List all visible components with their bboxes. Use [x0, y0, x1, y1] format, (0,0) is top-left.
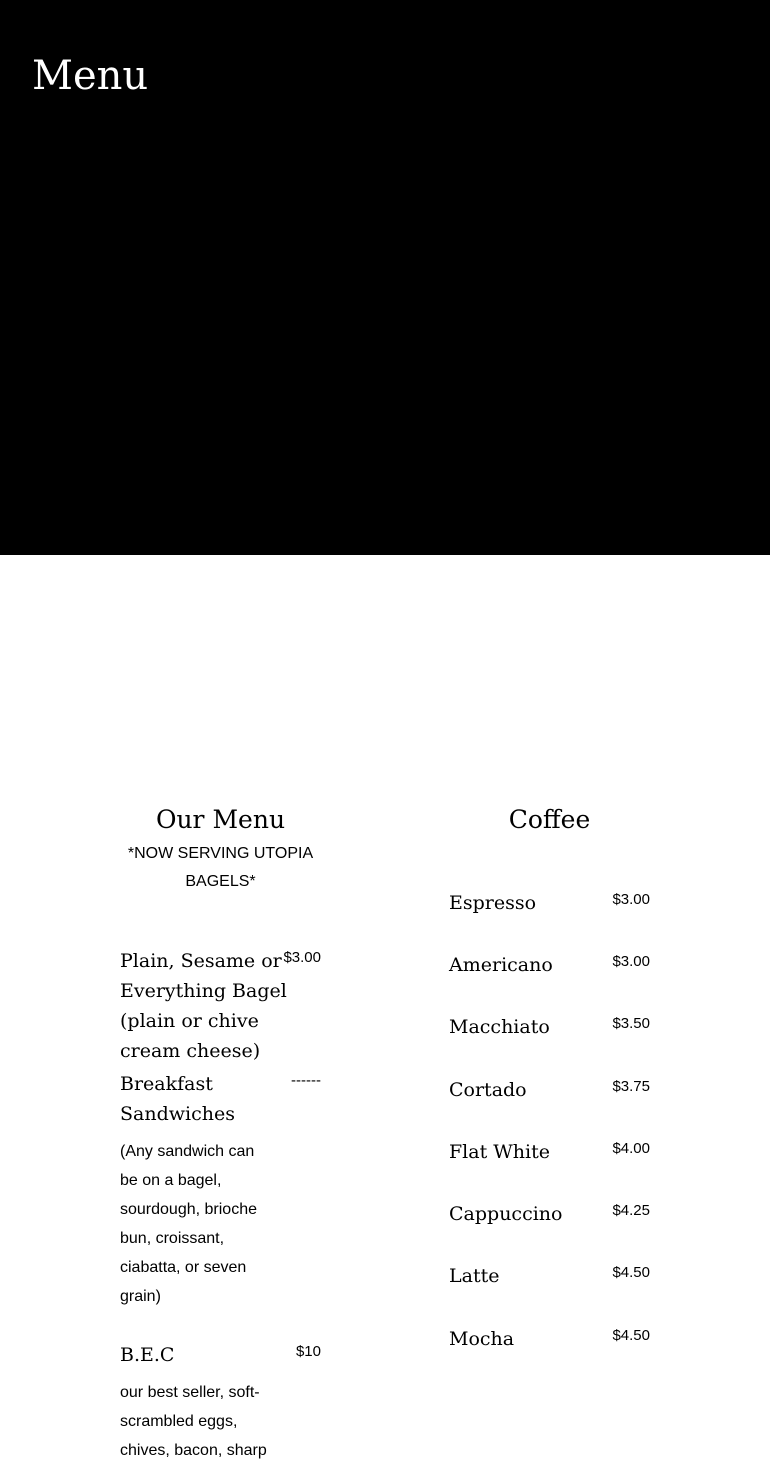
coffee-item-name: Espresso: [449, 892, 537, 914]
coffee-item-name: Macchiato: [449, 1016, 550, 1038]
coffee-item-price: $3.00: [612, 953, 650, 970]
our-menu-note: *NOW SERVING UTOPIA BAGELS*: [127, 845, 314, 890]
menu-item-description: (Any sandwich can be on a bagel, sourdough, brioche bun, croissant, ciabatta, or seven grain): [120, 1143, 257, 1305]
our-menu-section: [120, 800, 321, 1459]
coffee-item-price: $4.00: [612, 1140, 650, 1157]
coffee-item: [449, 1012, 650, 1042]
menu-item-price: $10: [295, 1343, 321, 1360]
menu-item-name: Breakfast Sandwiches: [120, 1073, 235, 1125]
coffee-item: [449, 1137, 650, 1167]
coffee-item: [449, 1261, 650, 1291]
coffee-item-price: $3.50: [612, 1015, 650, 1032]
menu-item-price: ------: [291, 1072, 321, 1089]
coffee-section: [449, 800, 650, 1350]
menu-item: [120, 1069, 321, 1311]
page-title: Menu: [32, 53, 149, 99]
menu-item: [120, 946, 321, 1066]
coffee-item-name: Mocha: [449, 1328, 515, 1350]
coffee-item: [449, 1199, 650, 1229]
coffee-item-price: $3.00: [612, 891, 650, 908]
coffee-title: Coffee: [508, 805, 591, 834]
menu-item-description: our best seller, soft-scrambled eggs, chives, bacon, sharp: [120, 1384, 267, 1459]
coffee-item-name: Latte: [449, 1265, 500, 1287]
coffee-item: [449, 1075, 650, 1105]
coffee-item: [449, 888, 650, 918]
coffee-item-price: $3.75: [612, 1078, 650, 1095]
menu-item-name: B.E.C: [120, 1344, 175, 1366]
coffee-item-name: Flat White: [449, 1141, 550, 1163]
coffee-item-name: Americano: [449, 954, 553, 976]
menu-item-name: Plain, Sesame or Everything Bagel (plain or chive cream cheese): [120, 950, 287, 1062]
coffee-item: [449, 950, 650, 980]
hero-banner: [0, 0, 770, 555]
menu-item: [120, 1340, 321, 1465]
coffee-item-price: $4.50: [612, 1264, 650, 1281]
coffee-item-price: $4.25: [612, 1202, 650, 1219]
coffee-item-name: Cortado: [449, 1079, 527, 1101]
menu-item-price: $3.00: [283, 949, 321, 966]
coffee-item: [449, 1324, 650, 1354]
our-menu-title: Our Menu: [155, 805, 286, 834]
coffee-item-price: $4.50: [612, 1327, 650, 1344]
coffee-item-name: Cappuccino: [449, 1203, 563, 1225]
